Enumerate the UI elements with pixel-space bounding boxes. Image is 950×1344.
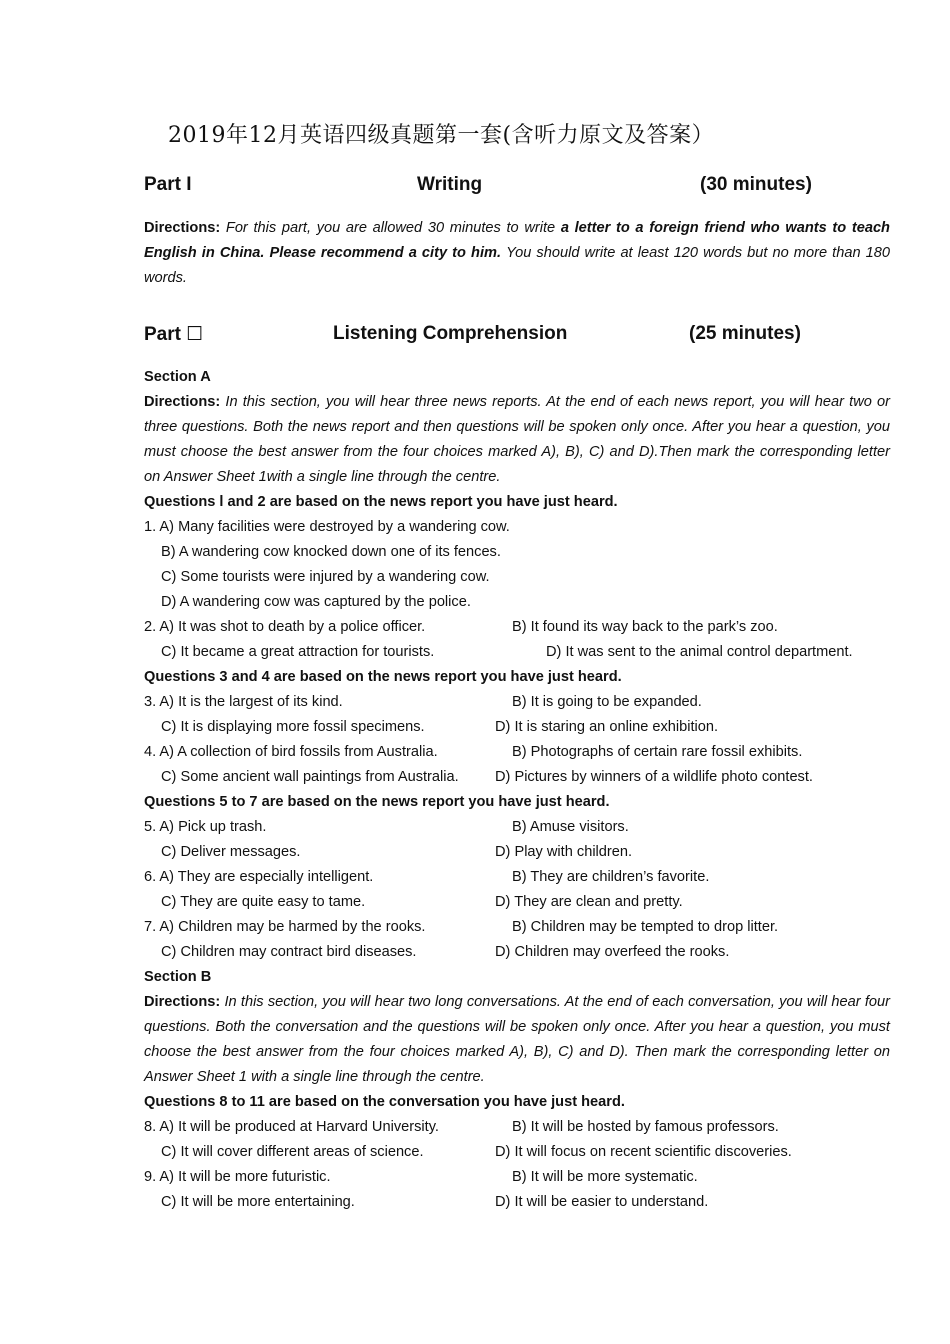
part1-heading <box>144 174 834 202</box>
q2-option-b: B) It found its way back to the park’s zoo. <box>512 619 778 635</box>
q6-option-c: C) They are quite easy to tame. <box>161 894 366 910</box>
part1-time: (30 minutes) <box>700 174 812 195</box>
part1-directions-post: You should write at least 120 words but no more than 180 words. <box>144 245 891 286</box>
q6-row-2 <box>144 890 890 915</box>
q5-option-d: D) Play with children. <box>495 844 633 860</box>
part2-time: (25 minutes) <box>689 323 801 344</box>
q1-option-d: D) A wandering cow was captured by the police. <box>161 594 471 610</box>
q9-row-2 <box>144 1190 890 1215</box>
part1-name: Writing <box>417 174 483 195</box>
group-heading-1: Questions l and 2 are based on the news report you have just heard. <box>144 494 618 510</box>
part2-name: Listening Comprehension <box>333 323 568 344</box>
q1-option-c: C) Some tourists were injured by a wandering cow. <box>161 569 490 585</box>
group-heading-3: Questions 5 to 7 are based on the news report you have just heard. <box>144 794 610 810</box>
section-a-directions-label: Directions: <box>144 394 221 410</box>
q1-option-b: B) A wandering cow knocked down one of its fences. <box>161 544 501 560</box>
part1-label: Part I <box>144 174 192 195</box>
q7-option-a: 7. A) Children may be harmed by the rooks. <box>144 919 426 935</box>
q8-option-a: 8. A) It will be produced at Harvard University. <box>144 1119 439 1135</box>
q7-row-2 <box>144 940 890 965</box>
q2-row-2 <box>144 640 890 665</box>
part1-directions-label: Directions: <box>144 220 221 236</box>
q8-row-1 <box>144 1115 890 1140</box>
q3-option-d: D) It is staring an online exhibition. <box>495 719 719 735</box>
q6-row-1 <box>144 865 890 890</box>
q8-row-2 <box>144 1140 890 1165</box>
group-heading-4: Questions 8 to 11 are based on the conversation you have just heard. <box>144 1094 625 1110</box>
q4-option-a: 4. A) A collection of bird fossils from Australia. <box>144 744 438 760</box>
part2-heading <box>144 323 834 351</box>
part1-directions-pre: For this part, you are allowed 30 minutes to write <box>225 220 556 236</box>
q5-option-a: 5. A) Pick up trash. <box>144 819 267 835</box>
q5-option-b: B) Amuse visitors. <box>512 819 629 835</box>
q7-row-1 <box>144 915 890 940</box>
q4-row-2 <box>144 765 890 790</box>
q9-option-a: 9. A) It will be more futuristic. <box>144 1169 331 1185</box>
q2-option-a: 2. A) It was shot to death by a police officer. <box>144 619 426 635</box>
section-b-label: Section B <box>144 969 212 985</box>
q4-option-c: C) Some ancient wall paintings from Australia. <box>161 769 459 785</box>
q2-option-d: D) It was sent to the animal control department. <box>546 644 853 660</box>
q3-option-c: C) It is displaying more fossil specimens. <box>161 719 425 735</box>
listening-content <box>144 365 890 1215</box>
q7-option-d: D) Children may overfeed the rooks. <box>495 944 730 960</box>
section-b-directions <box>144 990 890 1090</box>
part2-label: Part ☐ <box>144 324 204 345</box>
section-b-directions-label: Directions: <box>144 994 221 1010</box>
q3-row-2 <box>144 715 890 740</box>
q9-option-d: D) It will be easier to understand. <box>495 1194 709 1210</box>
q3-option-b: B) It is going to be expanded. <box>512 694 702 710</box>
q8-option-d: D) It will focus on recent scientific discoveries. <box>495 1144 792 1160</box>
group-heading-2: Questions 3 and 4 are based on the news report you have just heard. <box>144 669 622 685</box>
q5-option-c: C) Deliver messages. <box>161 844 301 860</box>
q5-row-1 <box>144 815 890 840</box>
q4-row-1 <box>144 740 890 765</box>
q9-option-b: B) It will be more systematic. <box>512 1169 698 1185</box>
q3-row-1 <box>144 690 890 715</box>
section-a-directions-text: In this section, you will hear three news reports. At the end of each news report, you will hear two or three questions. Both the news report and then questions will be spoken only once. After you hear a question, you must choose the best answer from the four choices marked A), B), C) and D).Then mark the corresponding letter on Answer Sheet 1with a single line through the centre. <box>144 394 890 485</box>
q3-option-a: 3. A) It is the largest of its kind. <box>144 694 343 710</box>
section-b-directions-text: In this section, you will hear two long conversations. At the end of each conversation, you will hear four questions. Both the conversation and the questions will be spoken only once. After you hear a question, you must choose the best answer from the four choices marked A), B), C) and D). Then mark the corresponding letter on Answer Sheet 1 with a single line through the centre. <box>144 994 890 1085</box>
q7-option-b: B) Children may be tempted to drop litter. <box>512 919 779 935</box>
q2-row-1 <box>144 615 890 640</box>
q8-option-c: C) It will cover different areas of science. <box>161 1144 424 1160</box>
section-a-label: Section A <box>144 369 211 385</box>
q2-option-c: C) It became a great attraction for tourists. <box>161 644 435 660</box>
q8-option-b: B) It will be hosted by famous professors. <box>512 1119 779 1135</box>
q4-option-b: B) Photographs of certain rare fossil exhibits. <box>512 744 803 760</box>
q1-option-a: 1. A) Many facilities were destroyed by a wandering cow. <box>144 519 510 535</box>
q6-option-b: B) They are children’s favorite. <box>512 869 710 885</box>
q4-option-d: D) Pictures by winners of a wildlife photo contest. <box>495 769 813 785</box>
q5-row-2 <box>144 840 890 865</box>
part1-directions <box>144 216 890 291</box>
q6-option-d: D) They are clean and pretty. <box>495 894 683 910</box>
q9-row-1 <box>144 1165 890 1190</box>
q9-option-c: C) It will be more entertaining. <box>161 1194 355 1210</box>
document-title: 2019年12月英语四级真题第一套(含听力原文及答案） <box>168 123 715 148</box>
q6-option-a: 6. A) They are especially intelligent. <box>144 869 374 885</box>
q7-option-c: C) Children may contract bird diseases. <box>161 944 417 960</box>
section-a-directions <box>144 390 890 490</box>
part1-directions-task: a letter to a foreign friend who wants to teach English in China. Please recommend a city to him. <box>144 220 890 261</box>
